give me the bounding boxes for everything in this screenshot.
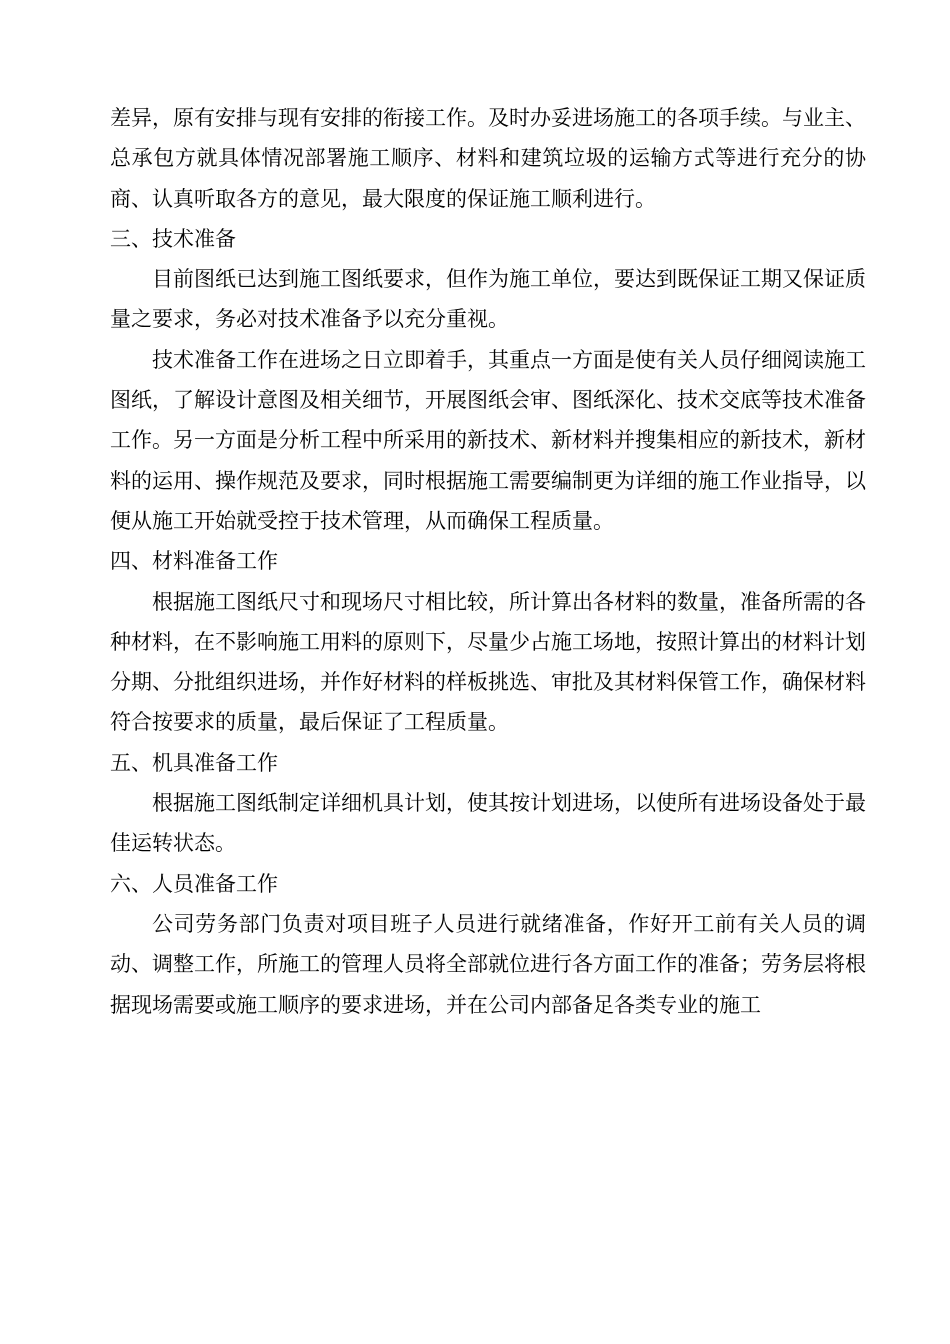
document-body (110, 98, 866, 1025)
section-heading: 六、人员准备工作 (110, 871, 278, 896)
section-paragraph: 公司劳务部门负责对项目班子人员进行就绪准备，作好开工前有关人员的调动、调整工作，所施工的管理人员将全部就位进行各方面工作的准备；劳务层将根据现场需要或施工顺序的要求进场，并在公司内部备足各类专业的施工 (110, 911, 866, 1017)
section-heading: 三、技术准备 (110, 226, 236, 251)
section-paragraph: 根据施工图纸制定详细机具计划，使其按计划进场，以使所有进场设备处于最佳运转状态。 (110, 791, 866, 856)
section-paragraph: 根据施工图纸尺寸和现场尺寸相比较，所计算出各材料的数量，准备所需的各种材料，在不影响施工用料的原则下，尽量少占施工场地，按照计算出的材料计划分期、分批组织进场，并作好材料的样板挑选、审批及其材料保管工作，确保材料符合按要求的质量，最后保证了工程质量。 (110, 589, 866, 735)
section-material-preparation (110, 541, 866, 742)
section-equipment-preparation (110, 743, 866, 864)
section-technical-preparation (110, 219, 866, 541)
section-paragraph: 目前图纸已达到施工图纸要求，但作为施工单位，要达到既保证工期又保证质量之要求，务必对技术准备予以充分重视。 (110, 267, 866, 332)
section-heading: 五、机具准备工作 (110, 750, 278, 775)
section-paragraph: 技术准备工作在进场之日立即着手，其重点一方面是使有关人员仔细阅读施工图纸，了解设计意图及相关细节，开展图纸会审、图纸深化、技术交底等技术准备工作。另一方面是分析工程中所采用的新技术、新材料并搜集相应的新技术，新材料的运用、操作规范及要求，同时根据施工需要编制更为详细的施工作业指导，以便从施工开始就受控于技术管理，从而确保工程质量。 (110, 347, 866, 533)
continuation-paragraph: 差异，原有安排与现有安排的衔接工作。及时办妥进场施工的各项手续。与业主、总承包方就具体情况部署施工顺序、材料和建筑垃圾的运输方式等进行充分的协商、认真听取各方的意见，最大限度的保证施工顺利进行。 (110, 106, 866, 211)
section-heading: 四、材料准备工作 (110, 549, 278, 574)
section-personnel-preparation (110, 864, 866, 1025)
